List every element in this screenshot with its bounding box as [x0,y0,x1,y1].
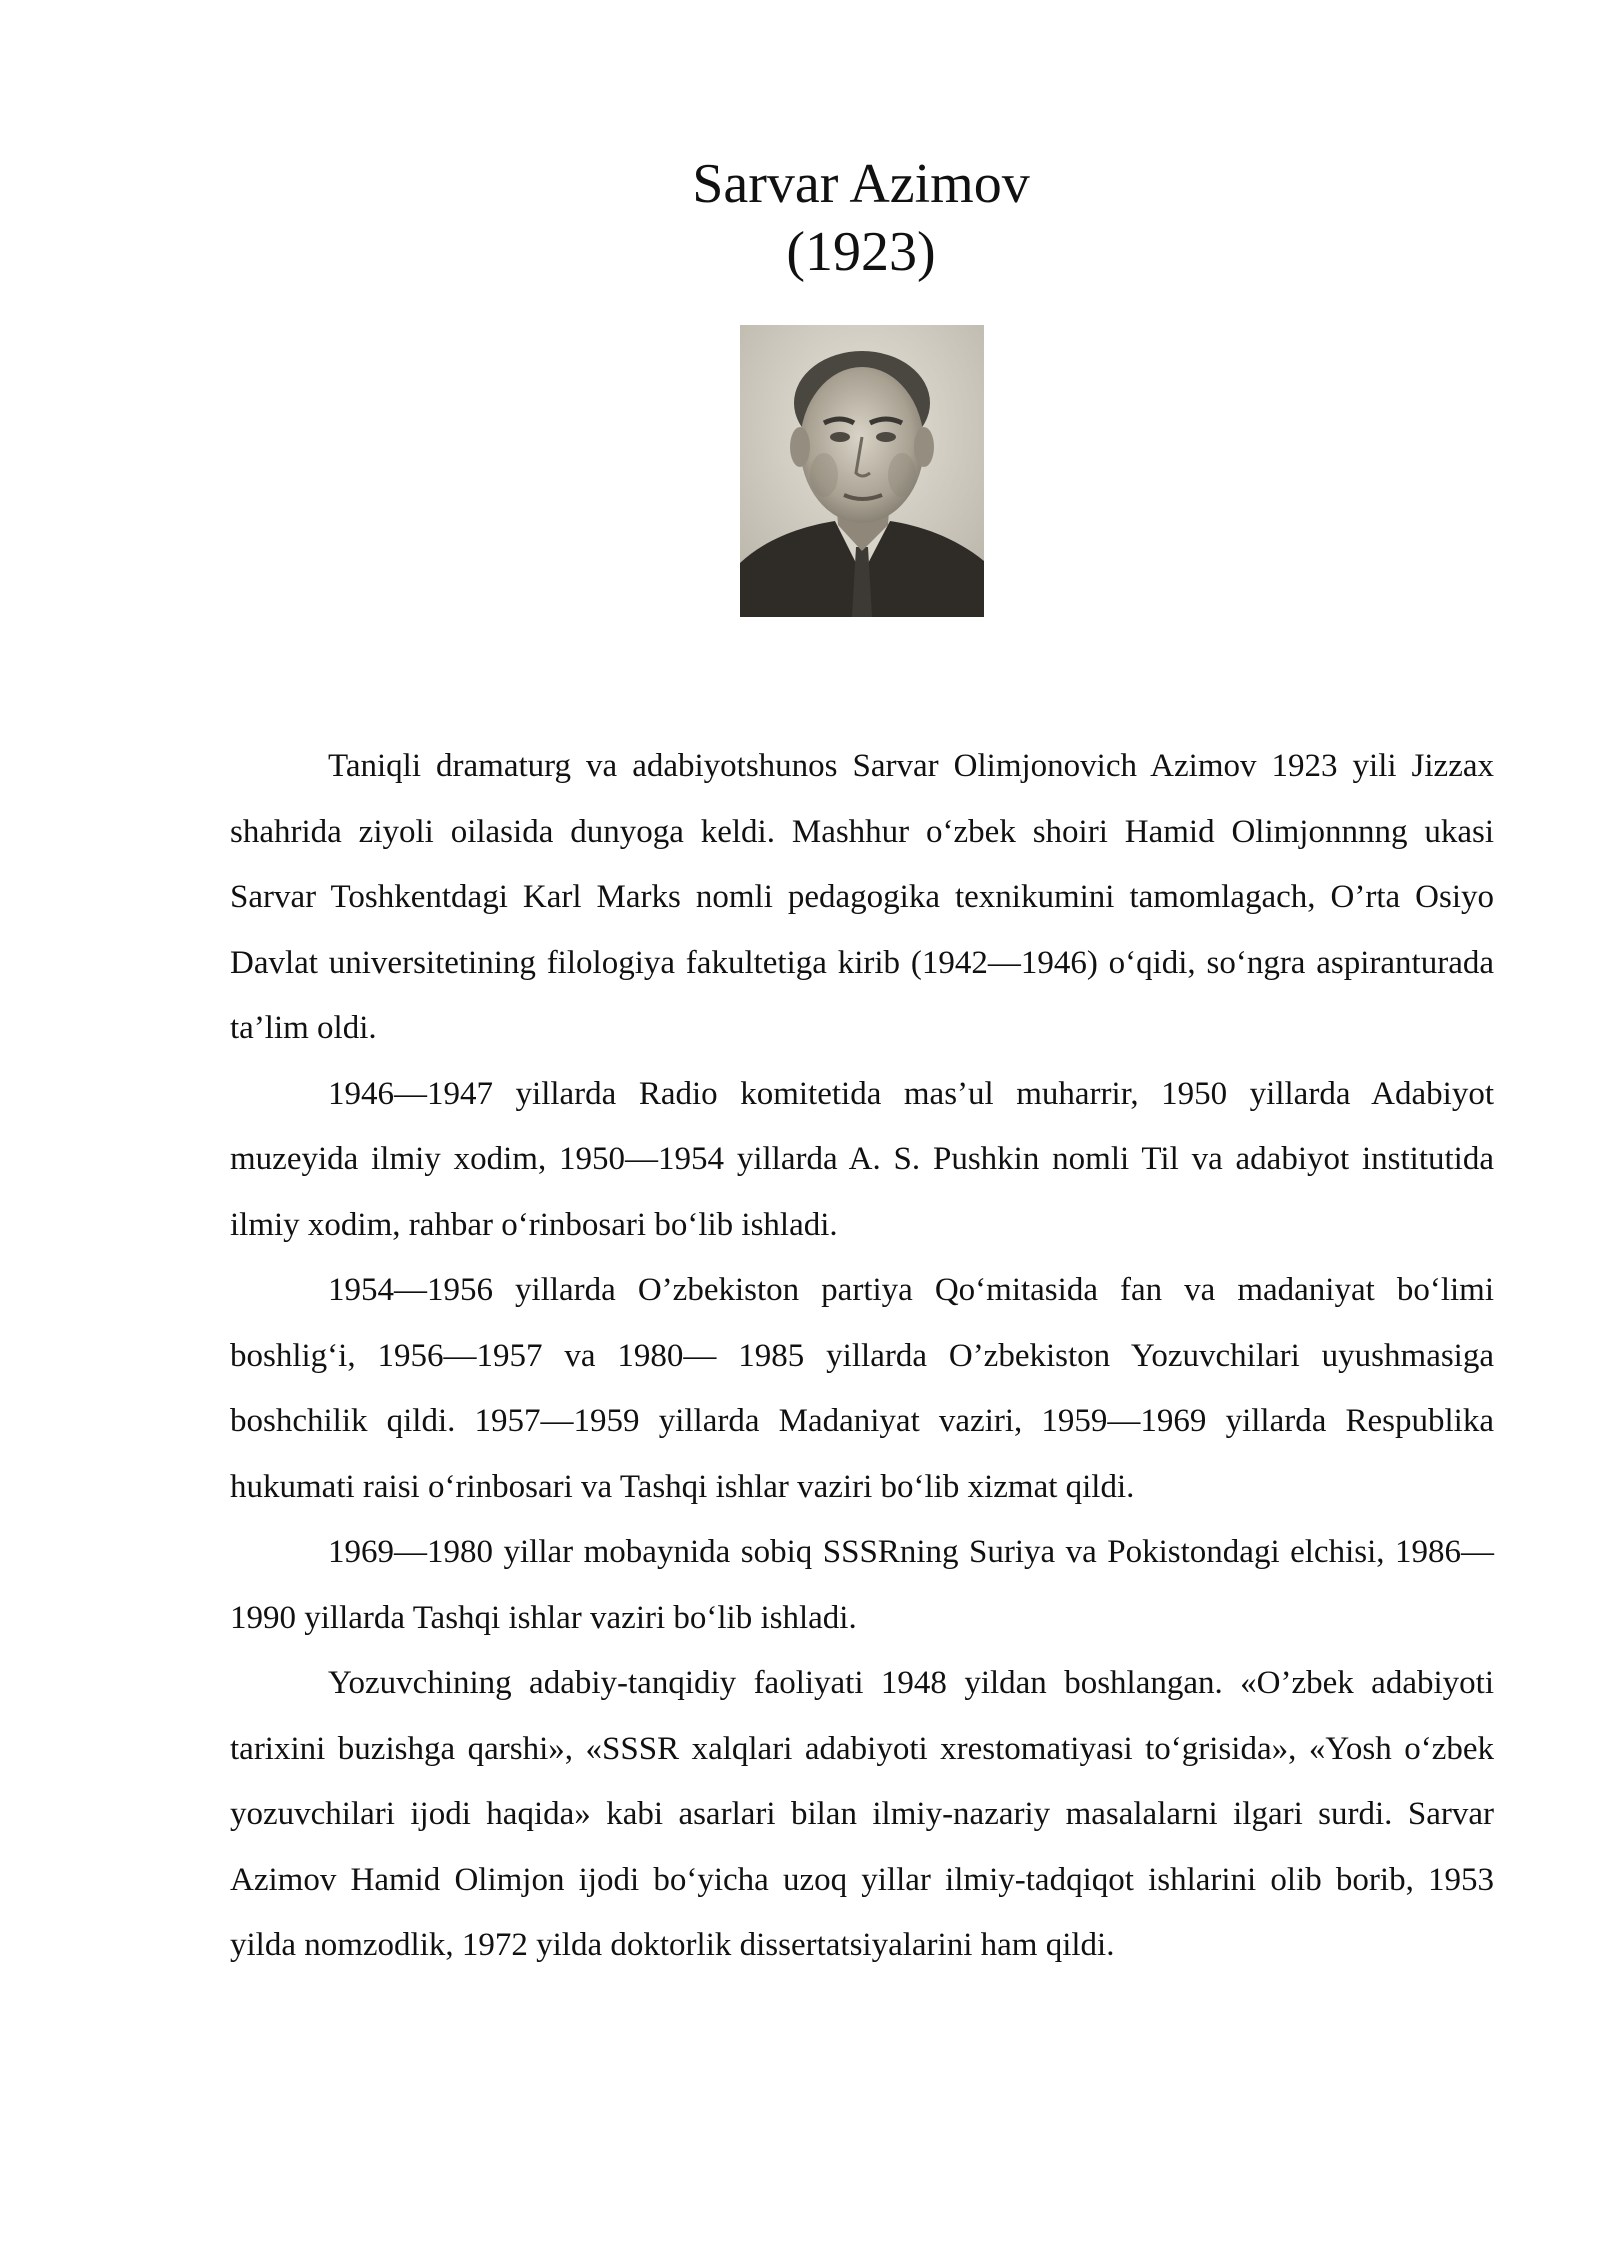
paragraph-diplomatic-service: 1969—1980 yillar mobaynida sobiq SSSRning Suriya va Pokistondagi elchisi, 1986—1990 yillarda Tashqi ishlar vaziri bo‘lib ishladi. [230,1534,1494,1636]
paragraph-government-service: 1954—1956 yillarda O’zbekiston partiya Qo‘mitasida fan va madaniyat bo‘limi boshlig‘i, 1956—1957 va 1980— 1985 yillarda O’zbekiston Yozuvchilari uyushmasiga boshchilik qildi. 1957—1959 yillarda Madaniyat vaziri, 1959—1969 yillarda Respublika hukumati raisi o‘rinbosari va Tashqi ishlar vaziri bo‘lib xizmat qildi. [230,1272,1494,1505]
body-text [230,734,1494,1979]
title-block [0,150,1600,286]
paragraph-biography-intro: Taniqli dramaturg va adabiyotshunos Sarvar Olimjonovich Azimov 1923 yili Jizzax shahrida ziyoli oilasida dunyoga keldi. Mashhur o‘zbek shoiri Hamid Olimjonnnng ukasi Sarvar Toshkentdagi Karl Marks nomli pedagogika texnikumini tamomlagach, O’rta Osiyo Davlat universitetining filologiya fakultetiga kirib (1942—1946) o‘qidi, so‘ngra aspiranturada ta’lim oldi. [230,748,1494,1046]
page-subtitle-years: (1923) [786,221,936,283]
paragraph-literary-work: Yozuvchining adabiy-tanqidiy faoliyati 1948 yildan boshlangan. «O’zbek adabiyoti tarixini buzishga qarshi», «SSSR xalqlari adabiyoti xrestomatiyasi to‘grisida», «Yosh o‘zbek yozuvchilari ijodi haqida» kabi asarlari bilan ilmiy-nazariy masalalarni ilgari surdi. Sarvar Azimov Hamid Olimjon ijodi bo‘yicha uzoq yillar ilmiy-tadqiqot ishlarini olib borib, 1953 yilda nomzodlik, 1972 yilda doktorlik dissertatsiyalarini ham qildi. [230,1665,1494,1963]
portrait-photo-graphic [740,325,984,617]
paragraph-early-career: 1946—1947 yillarda Radio komitetida mas’ul muharrir, 1950 yillarda Adabiyot muzeyida ilmiy xodim, 1950—1954 yillarda A. S. Pushkin nomli Til va adabiyot institutida ilmiy xodim, rahbar o‘rinbosari bo‘lib ishladi. [230,1075,1494,1243]
portrait-photo [740,325,984,617]
page-title: Sarvar Azimov [692,153,1030,215]
